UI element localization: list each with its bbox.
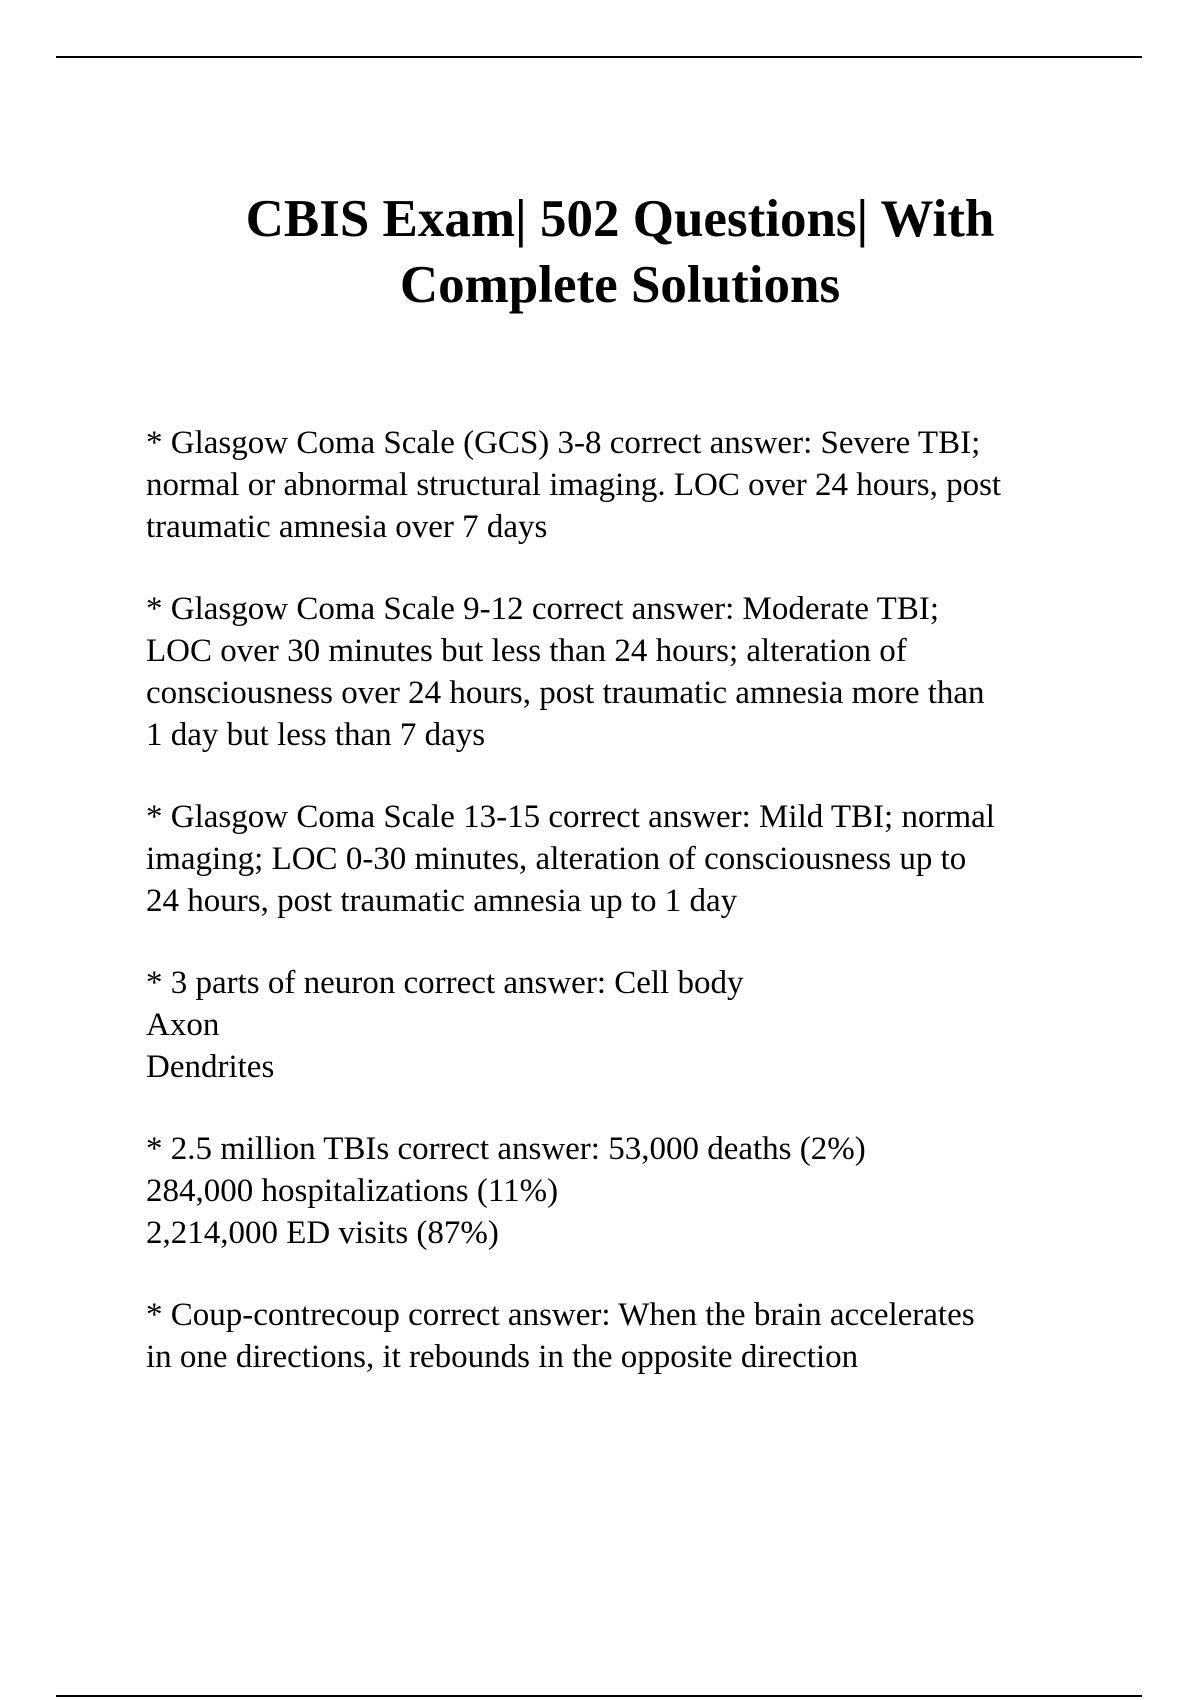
qa-entry-gcs-severe: [146, 422, 1106, 548]
title-line-2: Complete Solutions: [399, 256, 841, 314]
entry-line: traumatic amnesia over 7 days: [146, 509, 548, 545]
entry-line: 1 day but less than 7 days: [146, 717, 486, 753]
entry-line: imaging; LOC 0-30 minutes, alteration of consciousness up to: [146, 841, 967, 877]
page-title: [100, 186, 1140, 318]
qa-entry-tbi-statistics: [146, 1128, 1106, 1254]
document-body: [146, 422, 1106, 1418]
entry-line: 284,000 hospitalizations (11%): [146, 1173, 559, 1209]
entry-line: * Glasgow Coma Scale 13-15 correct answer: Mild TBI; normal: [146, 799, 995, 835]
entry-line: Axon: [146, 1007, 220, 1043]
entry-line: Dendrites: [146, 1049, 275, 1085]
entry-line: * Coup-contrecoup correct answer: When the brain accelerates: [146, 1297, 975, 1333]
entry-line: * 2.5 million TBIs correct answer: 53,000 deaths (2%): [146, 1131, 866, 1167]
qa-entry-neuron-parts: [146, 962, 1106, 1088]
qa-entry-gcs-moderate: [146, 588, 1106, 756]
qa-entry-coup-contrecoup: [146, 1294, 1106, 1378]
entry-line: consciousness over 24 hours, post traumatic amnesia more than: [146, 675, 985, 711]
qa-entry-gcs-mild: [146, 796, 1106, 922]
entry-line: 24 hours, post traumatic amnesia up to 1 day: [146, 883, 738, 919]
entry-line: 2,214,000 ED visits (87%): [146, 1215, 499, 1251]
bottom-rule: [56, 1695, 1142, 1697]
entry-line: * Glasgow Coma Scale (GCS) 3-8 correct answer: Severe TBI;: [146, 425, 981, 461]
entry-line: in one directions, it rebounds in the opposite direction: [146, 1339, 859, 1375]
top-rule: [56, 56, 1142, 58]
entry-line: * Glasgow Coma Scale 9-12 correct answer: Moderate TBI;: [146, 591, 939, 627]
title-line-1: CBIS Exam| 502 Questions| With: [245, 190, 995, 248]
entry-line: normal or abnormal structural imaging. LOC over 24 hours, post: [146, 467, 1002, 503]
entry-line: LOC over 30 minutes but less than 24 hours; alteration of: [146, 633, 907, 669]
entry-line: * 3 parts of neuron correct answer: Cell body: [146, 965, 744, 1001]
